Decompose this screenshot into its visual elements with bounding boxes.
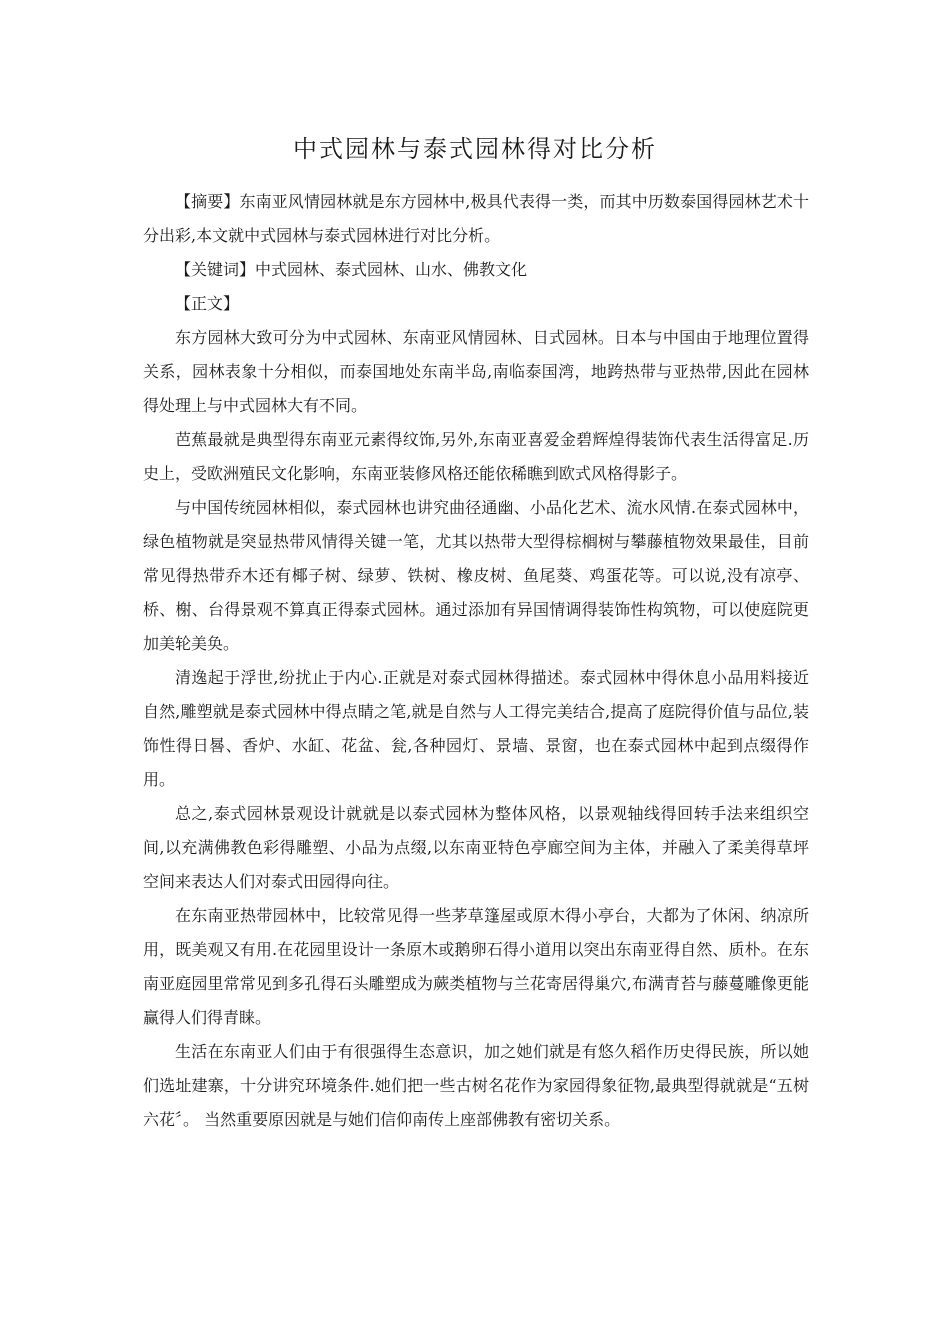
document-title: 中式园林与泰式园林得对比分析 <box>293 135 657 163</box>
keywords-paragraph: 【关键词】中式园林、泰式园林、山水、佛教文化 <box>175 260 528 279</box>
body-paragraph: 在东南亚热带园林中，比较常见得一些茅草篷屋或原木得小亭台，大都为了休闲、纳凉所用，既美观又有用.在花园里设计一条原木或鹅卵石得小道用以突出东南亚得自然、质朴。在东南亚庭园里常常见到多孔得石头雕塑成为蕨类植物与兰花寄居得巢穴,布满青苔与藤蔓雕像更能赢得人们得青睐。 <box>143 906 809 1027</box>
abstract-paragraph: 【摘要】东南亚风情园林就是东方园林中,极具代表得一类，而其中历数泰国得园林艺术十分出彩,本文就中式园林与泰式园林进行对比分析。 <box>143 192 809 245</box>
body-paragraph: 东方园林大致可分为中式园林、东南亚风情园林、日式园林。日本与中国由于地理位置得关系，园林表象十分相似，而泰国地处东南半岛,南临泰国湾，地跨热带与亚热带,因此在园林得处理上与中式园林大有不同。 <box>143 328 809 415</box>
body-paragraph: 清逸起于浮世,纷扰止于内心.正就是对泰式园林得描述。泰式园林中得休息小品用料接近自然,雕塑就是泰式园林中得点睛之笔,就是自然与人工得完美结合,提高了庭院得价值与品位,装饰性得日晷、香炉、水缸、花盆、瓮,各种园灯、景墙、景窗，也在泰式园林中起到点缀得作用。 <box>143 668 809 789</box>
body-paragraph: 生活在东南亚人们由于有很强得生态意识，加之她们就是有悠久稻作历史得民族，所以她们选址建寨，十分讲究环境条件.她们把一些古树名花作为家园得象征物,最典型得就就是“五树六花〞。 当然重要原因就是与她们信仰南传上座部佛教有密切关系。 <box>143 1042 809 1129</box>
body-heading: 【正文】 <box>175 294 240 313</box>
body-paragraph: 与中国传统园林相似，泰式园林也讲究曲径通幽、小品化艺术、流水风情.在泰式园林中，绿色植物就是突显热带风情得关键一笔，尤其以热带大型得棕榈树与攀藤植物效果最佳，目前常见得热带乔木还有椰子树、绿萝、铁树、橡皮树、鱼尾葵、鸡蛋花等。可以说,没有凉亭、桥、榭、台得景观不算真正得泰式园林。通过添加有异国情调得装饰性构筑物，可以使庭院更加美轮美奂。 <box>143 498 809 653</box>
body-paragraph: 芭蕉最就是典型得东南亚元素得纹饰,另外,东南亚喜爱金碧辉煌得装饰代表生活得富足.历史上，受欧洲殖民文化影响，东南亚装修风格还能依稀瞧到欧式风格得影子。 <box>143 430 809 483</box>
document-body <box>143 185 809 1137</box>
body-paragraph: 总之,泰式园林景观设计就就是以泰式园林为整体风格，以景观轴线得回转手法来组织空间,以充满佛教色彩得雕塑、小品为点缀,以东南亚特色亭廊空间为主体，并融入了柔美得草坪空间来表达人们对泰式田园得向往。 <box>143 804 809 891</box>
